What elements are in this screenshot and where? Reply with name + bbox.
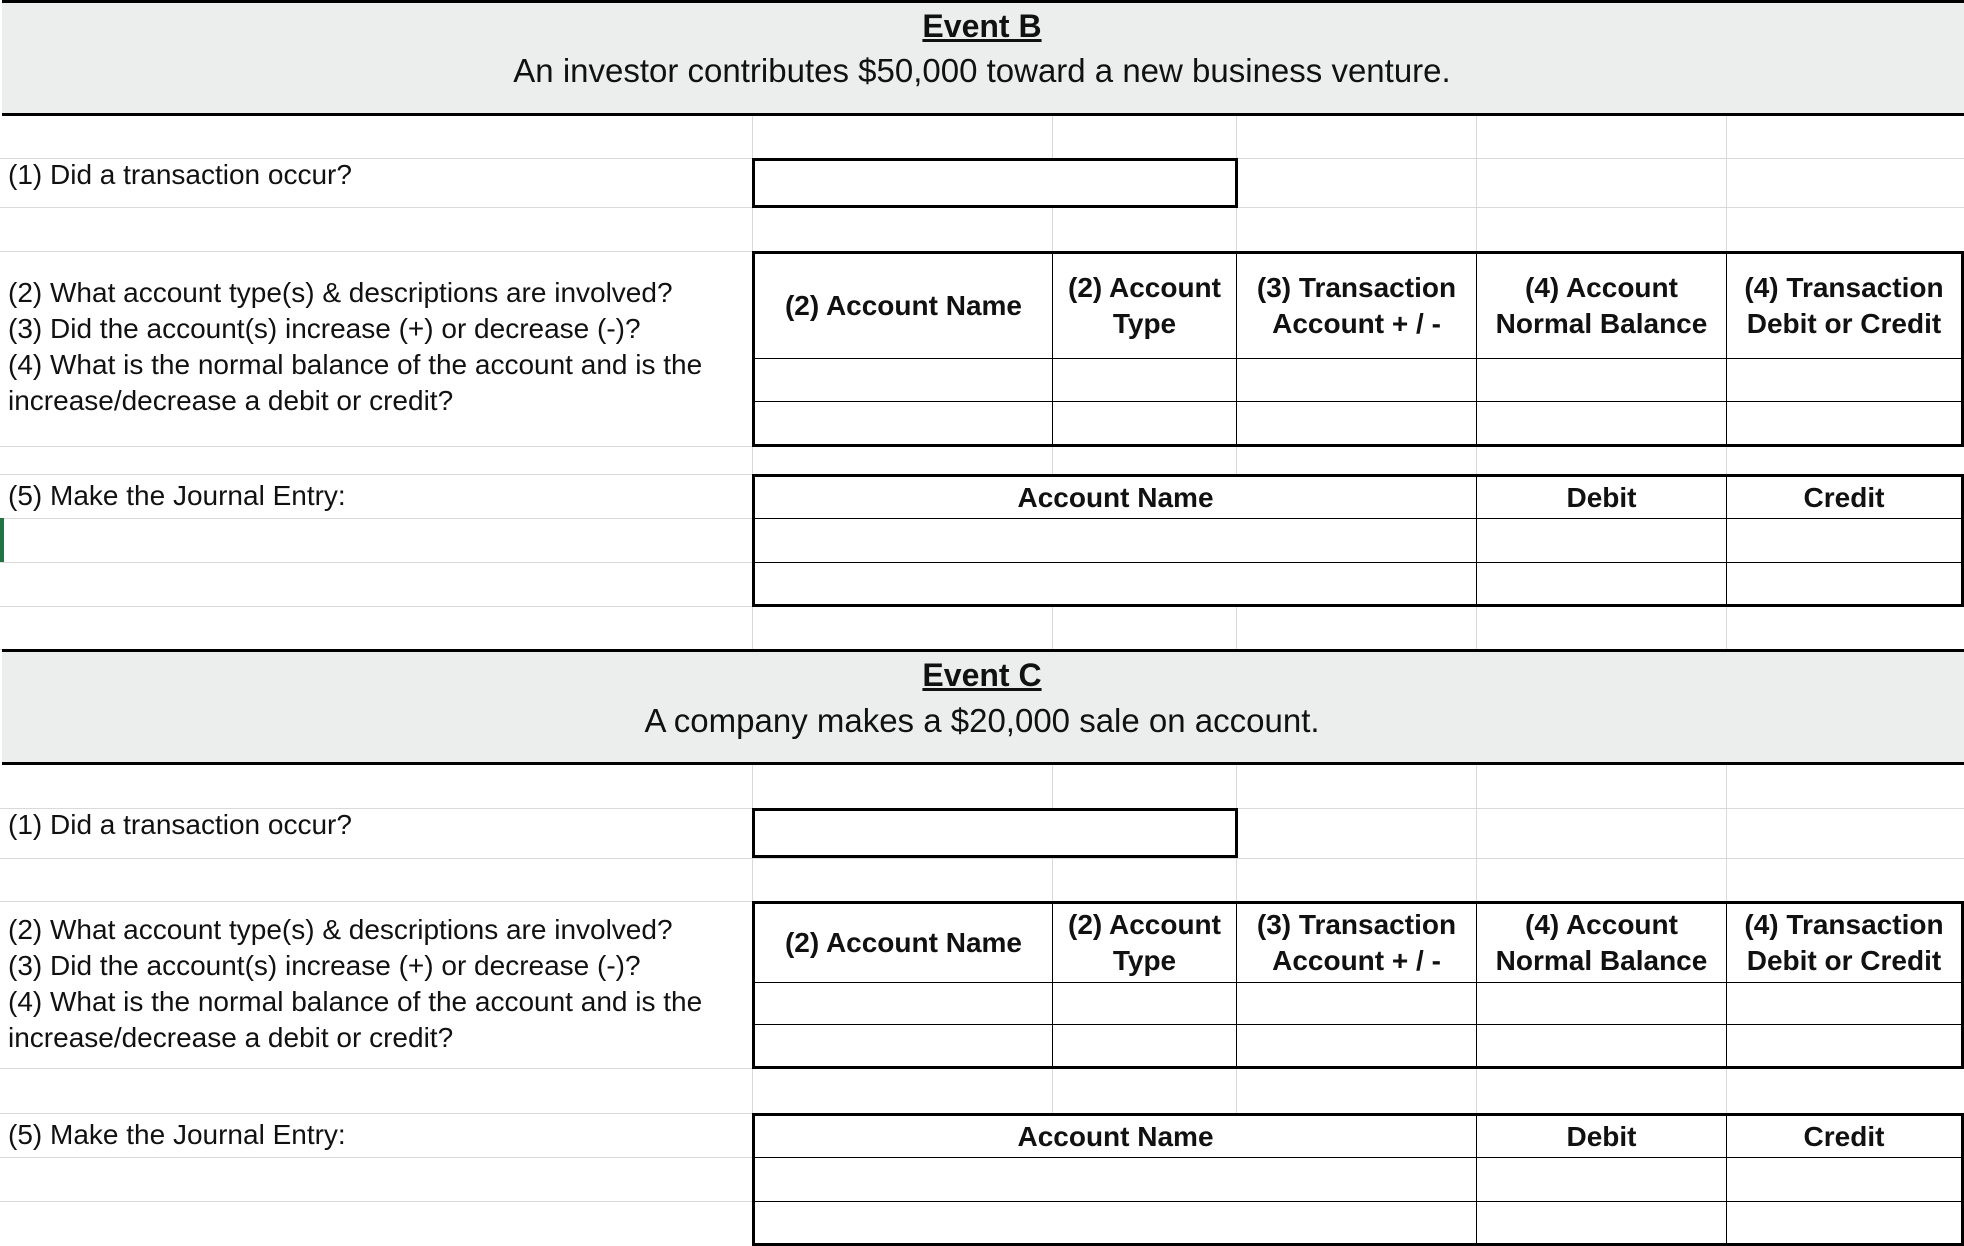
header-normal-balance: (4) Account Normal Balance: [1495, 909, 1708, 976]
header-transaction-plus-minus: (3) Transaction Account + / -: [1256, 272, 1457, 339]
header-normal-balance: (4) Account Normal Balance: [1495, 272, 1708, 339]
event-b-description: An investor contributes $50,000 toward a new business venture.: [513, 52, 1451, 89]
header-account-type: (2) Account Type: [1068, 272, 1221, 339]
header-debit-or-credit: (4) Transaction Debit or Credit: [1744, 272, 1944, 339]
analysis-input-cell[interactable]: [755, 1025, 1052, 1066]
header-transaction-plus-minus: (3) Transaction Account + / -: [1256, 909, 1457, 976]
analysis-input-cell[interactable]: [755, 359, 1052, 401]
analysis-input-cell[interactable]: [755, 402, 1052, 444]
journal-input-cell[interactable]: [755, 1158, 1476, 1201]
journal-header-debit: Debit: [1566, 1120, 1637, 1152]
event-c-title: Event C: [922, 657, 1042, 693]
journal-header-credit: Credit: [1803, 1120, 1885, 1152]
journal-input-cell[interactable]: [755, 1202, 1476, 1243]
question-1: (1) Did a transaction occur?: [8, 159, 352, 190]
question-2: (2) What account type(s) & descriptions are involved?: [8, 277, 673, 308]
header-account-name: (2) Account Name: [784, 290, 1022, 321]
question-4-line-2: increase/decrease a debit or credit?: [8, 385, 454, 416]
journal-input-cell[interactable]: [755, 563, 1476, 605]
question-4-line-1: (4) What is the normal balance of the account and is the: [8, 349, 703, 380]
transaction-occur-answer-box[interactable]: [752, 158, 1238, 208]
analysis-input-cell[interactable]: [755, 983, 1052, 1024]
question-1: (1) Did a transaction occur?: [8, 809, 352, 840]
question-4-line-2: increase/decrease a debit or credit?: [8, 1022, 454, 1053]
journal-input-cell[interactable]: [755, 519, 1476, 562]
journal-header-debit: Debit: [1566, 481, 1637, 513]
question-2: (2) What account type(s) & descriptions are involved?: [8, 914, 673, 945]
question-4-line-1: (4) What is the normal balance of the account and is the: [8, 986, 703, 1017]
journal-header-account-name: Account Name: [1017, 481, 1214, 513]
journal-header-account-name: Account Name: [1017, 1120, 1214, 1152]
row-selection-indicator: [0, 518, 4, 562]
header-account-type: (2) Account Type: [1068, 909, 1221, 976]
header-account-name: (2) Account Name: [784, 927, 1022, 958]
question-3: (3) Did the account(s) increase (+) or decrease (-)?: [8, 950, 641, 981]
question-3: (3) Did the account(s) increase (+) or decrease (-)?: [8, 313, 641, 344]
question-5: (5) Make the Journal Entry:: [8, 1119, 346, 1150]
question-5: (5) Make the Journal Entry:: [8, 480, 346, 511]
header-debit-or-credit: (4) Transaction Debit or Credit: [1744, 909, 1944, 976]
event-b-title: Event B: [922, 8, 1042, 44]
transaction-occur-answer-box[interactable]: [752, 808, 1238, 858]
event-c-description: A company makes a $20,000 sale on account.: [644, 702, 1320, 739]
journal-header-credit: Credit: [1803, 481, 1885, 513]
